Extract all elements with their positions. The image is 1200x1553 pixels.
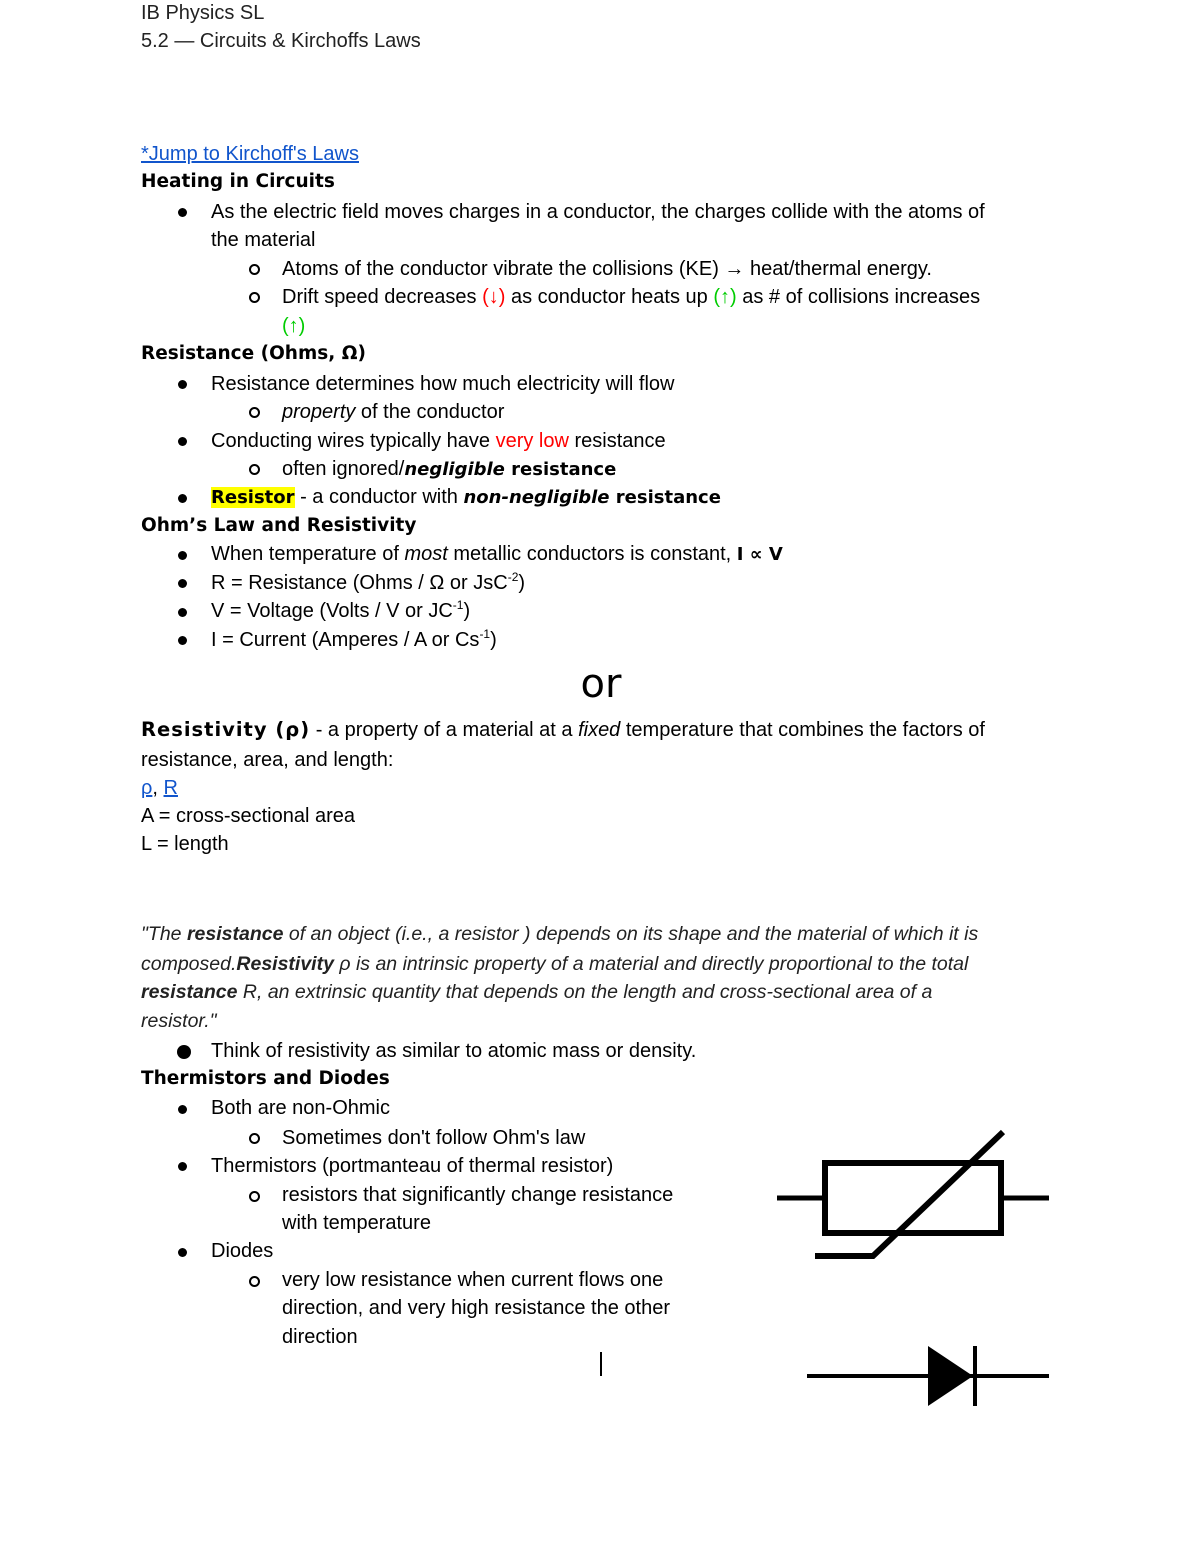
diodes-sub-line-3: direction [282,1326,358,1348]
decrease-arrow: (↓) [482,286,506,308]
bullet-icon [178,636,187,645]
text-cursor[interactable] [600,1352,602,1376]
resistance-sub-2: often ignored/negligible resistance [282,458,617,480]
bullet-icon [178,1162,187,1171]
resistance-bullet-2: Conducting wires typically have very low resistance [211,430,666,452]
rho-link[interactable]: ρ [141,777,153,799]
area-definition: A = cross-sectional area [141,805,355,827]
bullet-icon [178,437,187,446]
heating-bullet-1-line-1: As the electric field moves charges in a conductor, the charges collide with the atoms of [211,201,985,223]
bullet-icon [178,380,187,389]
resistivity-formula-links: ρ, R [141,777,178,799]
quote-line-4: resistor." [141,1010,217,1032]
or-divider: or [580,661,622,707]
bullet-icon [177,1045,191,1059]
sub-bullet-icon [249,1276,260,1287]
non-ohmic-sub: Sometimes don't follow Ohm's law [282,1127,586,1149]
heating-heading: Heating in Circuits [141,171,335,192]
bullet-icon [178,1105,187,1114]
heating-sub-2: Drift speed decreases (↓) as conductor heats up (↑) as # of collisions increases [282,286,981,308]
thermistors-bullet: Thermistors (portmanteau of thermal resistor) [211,1155,614,1177]
sub-bullet-icon [249,264,260,275]
ohms-bullet-current: I = Current (Amperes / A or $Cs^{-1}$) [211,627,497,651]
course-title: IB Physics SL [141,2,265,24]
ohms-bullet-voltage: V = Voltage (Volts / V or $JC^{-1}$) [211,598,471,622]
length-definition: L = length [141,833,229,855]
diode-symbol-icon [805,1342,1051,1410]
resistivity-line-1: Resistivity (ρ) - a property of a material at a fixed temperature that combines the factors of [141,718,985,741]
r-link[interactable]: R [163,777,178,799]
sub-bullet-icon [249,464,260,475]
bullet-icon [178,1248,187,1257]
thermistor-symbol-icon [775,1128,1055,1263]
quote-line-2: composed.Resistivity ρ is an intrinsic property of a material and directly proportional to the total [141,953,969,975]
sub-bullet-icon [249,407,260,418]
resistance-bullet-1: Resistance determines how much electricity will flow [211,373,675,395]
bullet-icon [178,579,187,588]
sub-bullet-icon [249,292,260,303]
thermistors-diodes-heading: Thermistors and Diodes [141,1068,390,1089]
sub-bullet-icon [249,1133,260,1144]
diodes-sub-line-1: very low resistance when current flows one [282,1269,664,1291]
increase-arrow-2: (↑) [282,315,306,337]
quote-line-1: "The resistance of an object (i.e., a resistor ) depends on its shape and the material of which it is [141,923,979,945]
sub-bullet-icon [249,1191,260,1202]
bullet-icon [178,608,187,617]
jump-to-kirchoff-link[interactable]: *Jump to Kirchoff's Laws [141,143,359,165]
unit-title: 5.2 — Circuits & Kirchoffs Laws [141,30,421,52]
quote-line-3: resistance R, an extrinsic quantity that depends on the length and cross-sectional area of a [141,981,933,1003]
bullet-icon [178,208,187,217]
ohms-bullet-resistance: R = Resistance (Ohms / Ω or JsC$^{-2}$) [211,570,526,594]
resistor-highlight: Resistor [211,487,295,508]
heating-sub-1: Atoms of the conductor vibrate the collisions (KE) → heat/thermal energy. [282,258,932,280]
resistance-heading: Resistance (Ohms, Ω) [141,343,366,364]
bullet-icon [178,551,187,560]
resistance-sub-1: property of the conductor [282,401,505,423]
ohms-law-heading: Ohm’s Law and Resistivity [141,515,417,536]
resistivity-term: Resistivity (ρ) [141,718,311,741]
ohms-bullet-1: When temperature of most metallic conductors is constant, I ∝ V [211,543,783,565]
resistivity-line-2: resistance, area, and length: [141,749,394,771]
heating-bullet-1-line-2: the material [211,229,316,251]
thermistors-sub-line-1: resistors that significantly change resistance [282,1184,674,1206]
diodes-bullet: Diodes [211,1240,274,1262]
increase-arrow: (↑) [713,286,737,308]
resistivity-analogy: Think of resistivity as similar to atomic mass or density. [211,1040,697,1062]
thermistors-sub-line-2: with temperature [282,1212,431,1234]
non-ohmic-bullet: Both are non-Ohmic [211,1097,390,1119]
diodes-sub-line-2: direction, and very high resistance the other [282,1297,670,1319]
resistor-definition: Resistor - a conductor with non-negligible resistance [211,486,721,508]
bullet-icon [178,494,187,503]
